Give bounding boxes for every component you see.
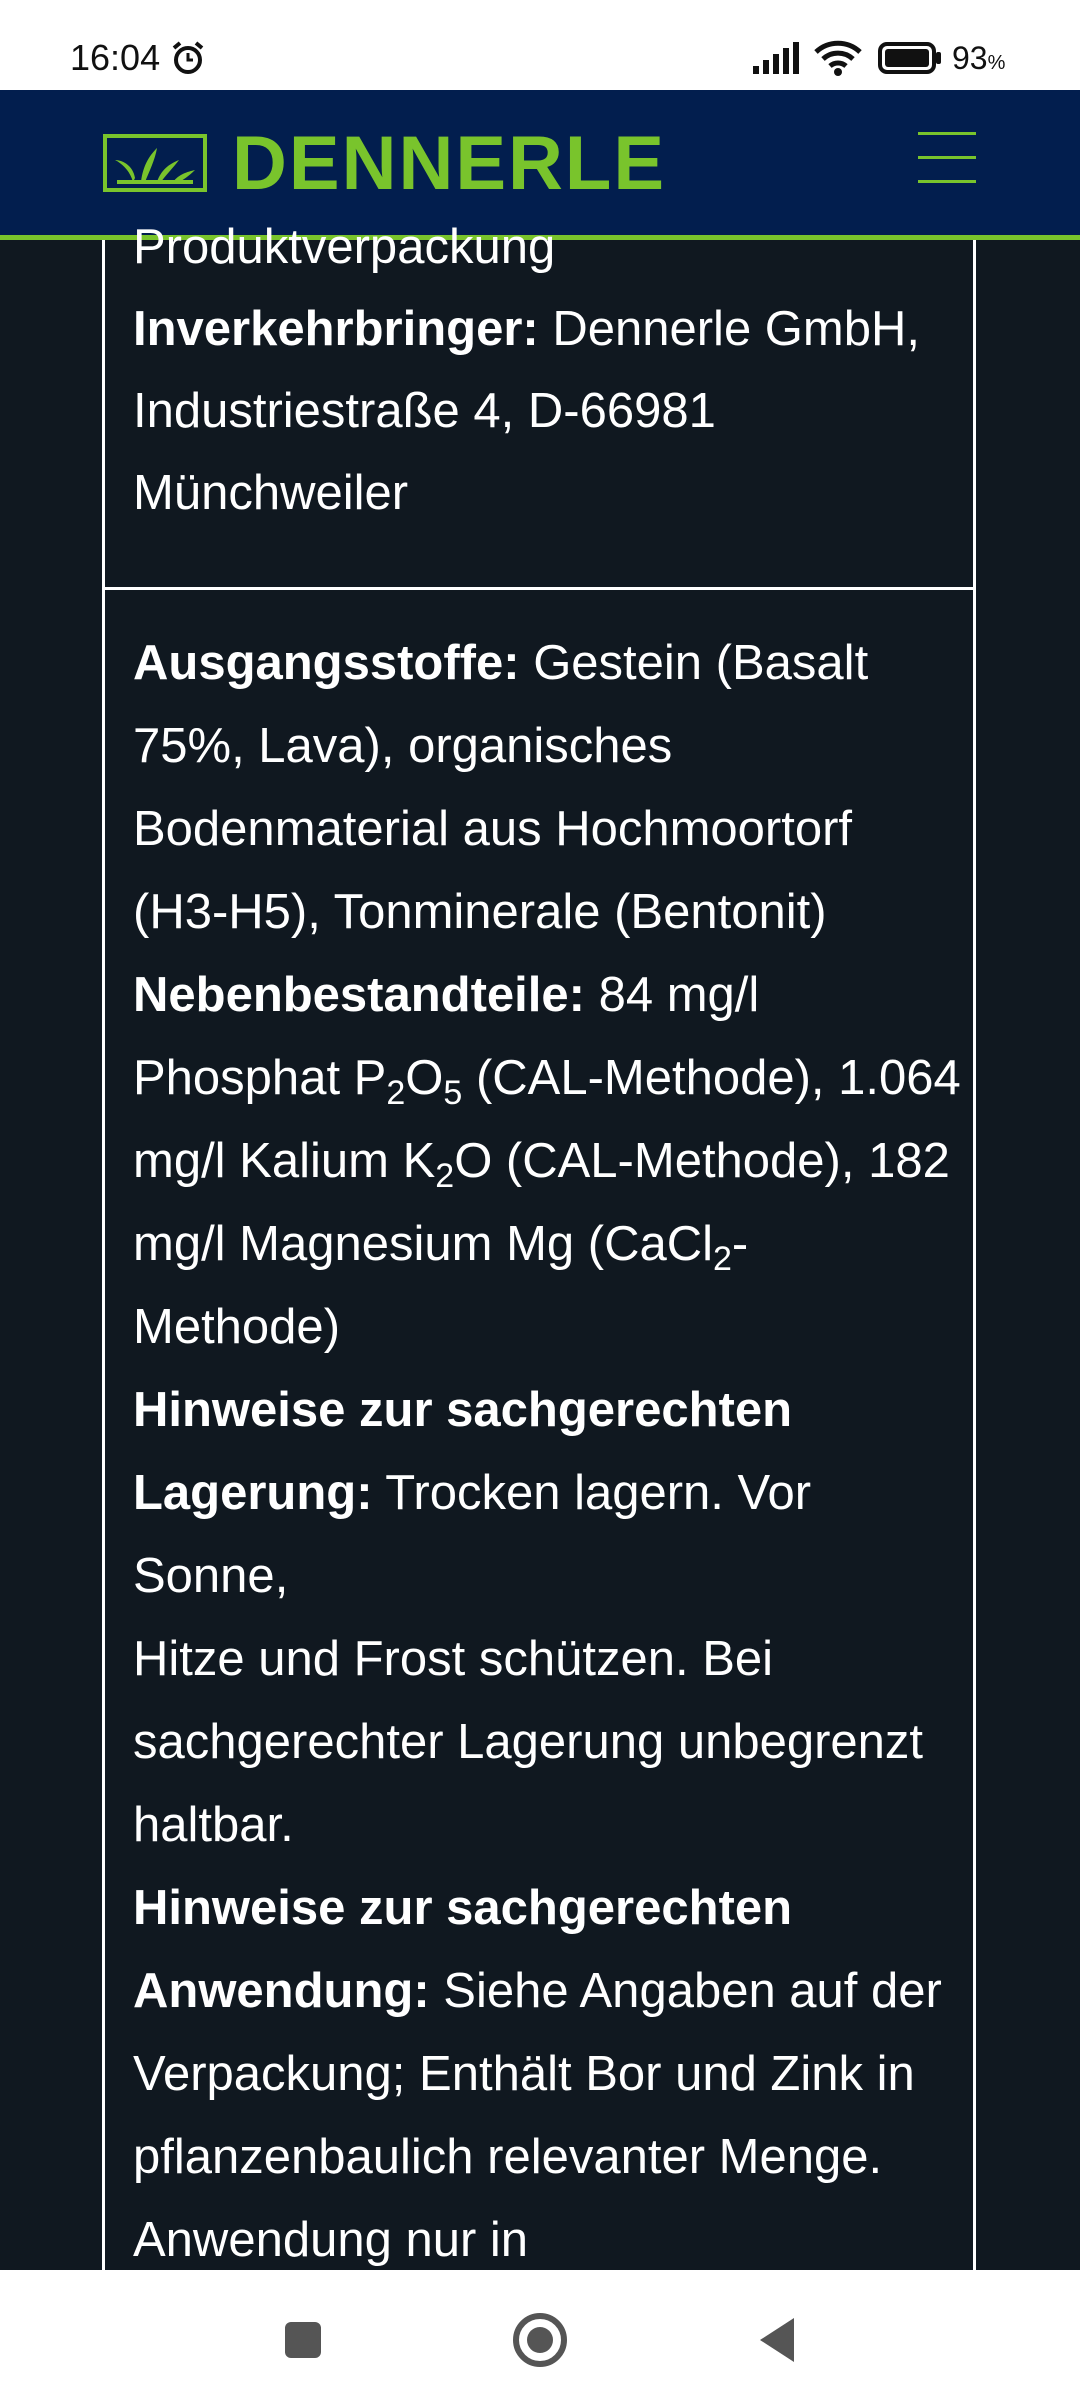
logo-plant-icon[interactable] bbox=[103, 134, 207, 192]
table-cell-composition bbox=[133, 622, 963, 2365]
text-line: Münchweiler bbox=[133, 466, 409, 520]
label-lagerung: Hinweise zur sachgerechten bbox=[133, 1383, 793, 1437]
subscript: 2 bbox=[386, 1074, 406, 1112]
value-text: Trocken lagern. Vor Sonne, bbox=[133, 1466, 812, 1603]
signal-icon bbox=[753, 42, 803, 74]
text-line bbox=[133, 1950, 963, 2033]
text-line: Industriestraße 4, D-66981 bbox=[133, 384, 716, 438]
brand-logo[interactable]: DENNERLE bbox=[232, 121, 667, 206]
value-text: mg/l Kalium K bbox=[133, 1134, 436, 1188]
value-text: (CAL-Methode), 1.064 bbox=[462, 1051, 961, 1105]
text-line: Verpackung; Enthält Bor und Zink in bbox=[133, 2047, 915, 2101]
text-line: haltbar. bbox=[133, 1798, 294, 1852]
menu-line bbox=[918, 156, 976, 159]
text-line bbox=[133, 954, 963, 1037]
product-info-content bbox=[0, 220, 1080, 2270]
value-text: O (CAL-Methode), 182 bbox=[454, 1134, 950, 1188]
square-recents-icon[interactable] bbox=[273, 2310, 333, 2370]
value-text: Dennerle GmbH, bbox=[538, 302, 920, 356]
label-ausgangsstoffe: Ausgangsstoffe: bbox=[133, 636, 520, 690]
text-line: Methode) bbox=[133, 1300, 341, 1354]
text-line bbox=[133, 1120, 963, 1203]
text-line: pflanzenbaulich relevanter Menge. bbox=[133, 2130, 883, 2184]
subscript: 2 bbox=[713, 1240, 732, 1278]
status-time: 16:04 bbox=[70, 37, 161, 78]
status-bar bbox=[0, 0, 1080, 90]
text-line: Anwendung nur in bbox=[133, 2213, 529, 2267]
text-line: Produktverpackung bbox=[133, 220, 556, 274]
value-text: - bbox=[731, 1217, 749, 1271]
text-line: Hitze und Frost schützen. Bei bbox=[133, 1632, 774, 1686]
text-line: Bodenmaterial aus Hochmoortorf bbox=[133, 802, 853, 856]
text-line bbox=[133, 1203, 963, 1286]
label-anwendung: Hinweise zur sachgerechten bbox=[133, 1881, 793, 1935]
subscript: 2 bbox=[435, 1157, 455, 1195]
circle-home-icon[interactable] bbox=[510, 2310, 570, 2370]
table-cell-divider bbox=[102, 587, 976, 590]
alarm-icon bbox=[170, 40, 206, 76]
text-line bbox=[133, 1037, 963, 1120]
subscript: 5 bbox=[443, 1074, 463, 1112]
text-line: (H3-H5), Tonminerale (Bentonit) bbox=[133, 885, 827, 939]
system-nav-bar bbox=[0, 2270, 1080, 2400]
label-lagerung-2: Lagerung: bbox=[133, 1466, 373, 1520]
label-anwendung-2: Anwendung: bbox=[133, 1964, 430, 2018]
wifi-icon bbox=[814, 40, 862, 76]
text-line bbox=[133, 1867, 963, 1950]
value-text: Phosphat P bbox=[133, 1051, 387, 1105]
value-text: Gestein (Basalt bbox=[519, 636, 869, 690]
text-line bbox=[133, 288, 963, 370]
value-text: O bbox=[405, 1051, 444, 1105]
menu-line bbox=[918, 180, 976, 183]
value-text: Siehe Angaben auf der bbox=[429, 1964, 942, 2018]
battery-level: 93% bbox=[952, 40, 1006, 76]
value-text: 84 mg/l bbox=[584, 968, 760, 1022]
triangle-back-icon[interactable] bbox=[748, 2310, 808, 2370]
menu-button[interactable] bbox=[918, 130, 980, 186]
value-text: mg/l Magnesium Mg (CaCl bbox=[133, 1217, 713, 1271]
text-line bbox=[133, 1452, 963, 1618]
text-line bbox=[133, 622, 963, 705]
label-inverkehrbringer: Inverkehrbringer: bbox=[133, 302, 539, 356]
label-nebenbestandteile: Nebenbestandteile: bbox=[133, 968, 585, 1022]
text-line bbox=[133, 1369, 963, 1452]
text-line: sachgerechter Lagerung unbegrenzt bbox=[133, 1715, 924, 1769]
table-cell-manufacturer bbox=[133, 206, 963, 534]
text-line: 75%, Lava), organisches bbox=[133, 719, 673, 773]
hamburger-menu-icon bbox=[918, 132, 976, 135]
battery-icon bbox=[878, 42, 942, 74]
